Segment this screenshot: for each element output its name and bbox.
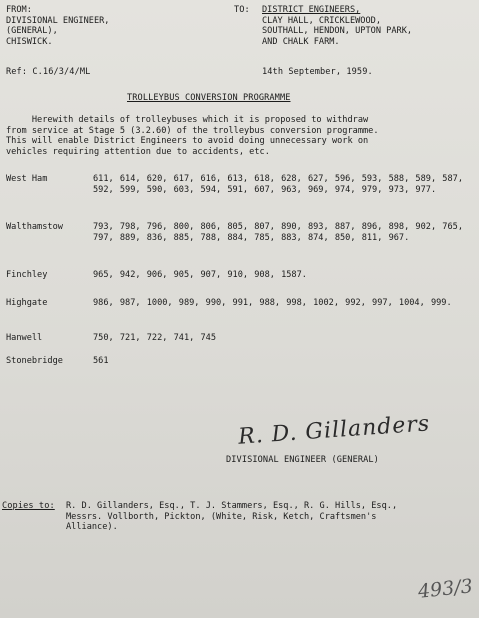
depot-name: Hanwell <box>6 333 43 343</box>
copies-line: Messrs. Vollborth, Pickton, (White, Risk, Ketch, Craftsmen's <box>66 511 377 522</box>
signatory-title: DIVISIONAL ENGINEER (GENERAL) <box>226 455 379 465</box>
to-block <box>262 5 412 47</box>
depot-vehicles: 793, 798, 796, 800, 806, 805, 807, 890, 893, 887, 896, 898, 902, 765, 797, 889, 836, 885, 788, 884, 785, 883, 874, 850, 811, 967. <box>93 222 463 243</box>
intro-line: Herewith details of trolleybuses which it is proposed to withdraw <box>6 115 369 125</box>
intro-line: from service at Stage 5 (3.2.60) of the trolleybus conversion programme. <box>6 125 379 136</box>
to-line: DISTRICT ENGINEERS, <box>262 5 361 15</box>
intro-line: This will enable District Engineers to avoid doing unnecessary work on <box>6 136 369 146</box>
depot-name: Finchley <box>6 270 48 280</box>
to-line: SOUTHALL, HENDON, UPTON PARK, <box>262 26 413 36</box>
depot-vehicles: 965, 942, 906, 905, 907, 910, 908, 1587. <box>93 270 307 280</box>
depot-name: Stonebridge <box>6 356 63 366</box>
to-label: TO: <box>234 5 250 15</box>
depot-name: Walthamstow <box>6 222 63 232</box>
depot-vehicles: 750, 721, 722, 741, 745 <box>93 333 216 343</box>
depot-vehicles: 561 <box>93 356 109 366</box>
depot-vehicles: 611, 614, 620, 617, 616, 613, 618, 628, 627, 596, 593, 588, 589, 587, 592, 599, 590, 603, 594, 591, 607, 963, 969, 974, 979, 973, 977. <box>93 174 463 195</box>
from-line: DIVISIONAL ENGINEER, <box>6 15 110 26</box>
copies-line: Alliance). <box>66 522 118 532</box>
from-line: FROM: <box>6 5 32 15</box>
intro-line: vehicles requiring attention due to accidents, etc. <box>6 146 270 157</box>
depot-name: West Ham <box>6 174 48 184</box>
from-line: CHISWICK. <box>6 36 53 47</box>
copies-line: R. D. Gillanders, Esq., T. J. Stammers, Esq., R. G. Hills, Esq., <box>66 501 398 511</box>
depot-name: Highgate <box>6 298 48 308</box>
handwritten-signature: R. D. Gillanders <box>237 411 431 450</box>
reference: Ref: C.16/3/4/ML <box>6 67 91 77</box>
depot-vehicles: 986, 987, 1000, 989, 990, 991, 988, 998, 1002, 992, 997, 1004, 999. <box>93 298 452 308</box>
intro-paragraph <box>6 115 379 157</box>
to-line: AND CHALK FARM. <box>262 36 340 47</box>
page-number: 493/3 <box>417 575 474 603</box>
from-block <box>6 5 109 47</box>
copies-list <box>66 501 397 533</box>
memo-date: 14th September, 1959. <box>262 67 373 77</box>
copies-label: Copies to: <box>2 501 55 511</box>
to-line: CLAY HALL, CRICKLEWOOD, <box>262 15 381 26</box>
memo-title: TROLLEYBUS CONVERSION PROGRAMME <box>127 93 291 103</box>
from-line: (GENERAL), <box>6 26 58 36</box>
